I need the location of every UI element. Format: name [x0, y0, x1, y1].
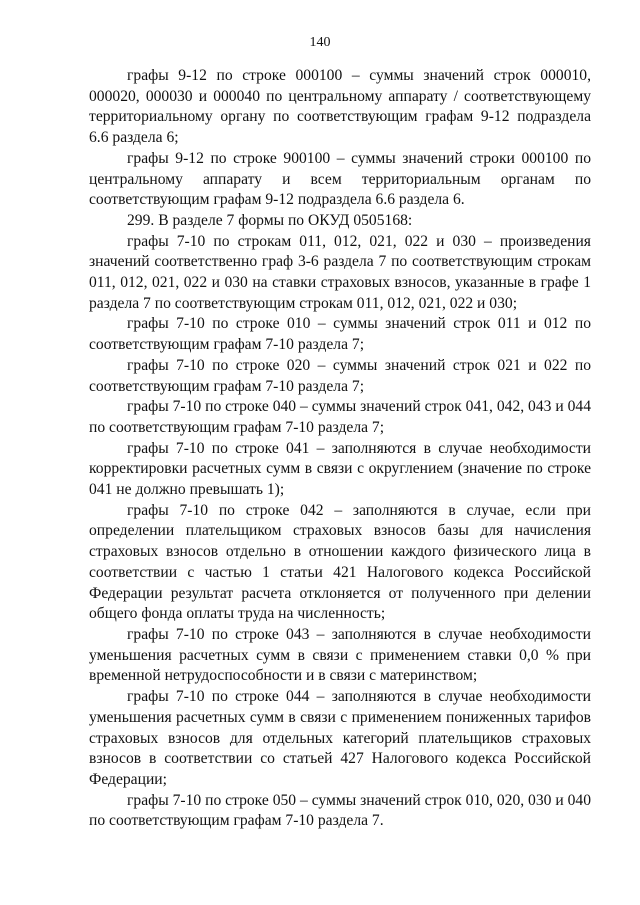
paragraph-7: графы 7-10 по строке 040 – суммы значений строк 041, 042, 043 и 044 по соответствующим графам 7-10 раздела 7; [89, 398, 591, 436]
paragraph-4: графы 7-10 по строкам 011, 012, 021, 022 и 030 – произведения значений соответственно граф 3-6 раздела 7 по соответствующим строкам 011, 012, 021, 022 и 030 на ставки страховых взносов, указанные в графе 1 раздела 7 по соответствующим строкам 011, 012, 021, 022 и 030; [89, 232, 591, 312]
paragraph-6: графы 7-10 по строке 020 – суммы значений строк 021 и 022 по соответствующим графам 7-10 раздела 7; [89, 356, 591, 395]
paragraph-11: графы 7-10 по строке 044 – заполняются в случае необходимости уменьшения расчетных сумм в связи с применением пониженных тарифов страховых взносов для отдельных категорий плательщиков страховых взносов в соответствии со статьей 427 Налогового кодекса Российской Федерации; [89, 688, 591, 788]
paragraph-1: графы 9-12 по строке 000100 – суммы значений строк 000010, 000020, 000030 и 000040 по центральному аппарату / соответствующему территориальному органу по соответствующим графам 9-12 подраздела 6.6 раздела 6; [89, 67, 591, 147]
paragraph-12: графы 7-10 по строке 050 – суммы значений строк 010, 020, 030 и 040 по соответствующим графам 7-10 раздела 7. [89, 791, 591, 830]
page-number: 140 [309, 35, 331, 50]
document-body [89, 66, 591, 832]
paragraph-3-section-heading: 299. В разделе 7 формы по ОКУД 0505168: [127, 211, 413, 229]
paragraph-8: графы 7-10 по строке 041 – заполняются в случае необходимости корректировки расчетных сумм в связи с округлением (значение по строке 041 не должно превышать 1); [89, 439, 591, 499]
paragraph-2: графы 9-12 по строке 900100 – суммы значений строки 000100 по центральному аппарату и всем территориальным органам по соответствующим графам 9-12 подраздела 6.6 раздела 6. [89, 149, 591, 209]
paragraph-9: графы 7-10 по строке 042 – заполняются в случае, если при определении плательщиком страховых взносов базы для начисления страховых взносов отдельно в отношении каждого физического лица в соответствии с частью 1 статьи 421 Налогового кодекса Российской Федерации результат расчета отклоняется от полученного при делении общего фонда оплаты труда на численность; [89, 501, 591, 623]
paragraph-10: графы 7-10 по строке 043 – заполняются в случае необходимости уменьшения расчетных сумм в связи с применением ставки 0,0 % при временной нетрудоспособности и в связи с материнством; [89, 625, 591, 685]
paragraph-5: графы 7-10 по строке 010 – суммы значений строк 011 и 012 по соответствующим графам 7-10 раздела 7; [89, 315, 591, 354]
